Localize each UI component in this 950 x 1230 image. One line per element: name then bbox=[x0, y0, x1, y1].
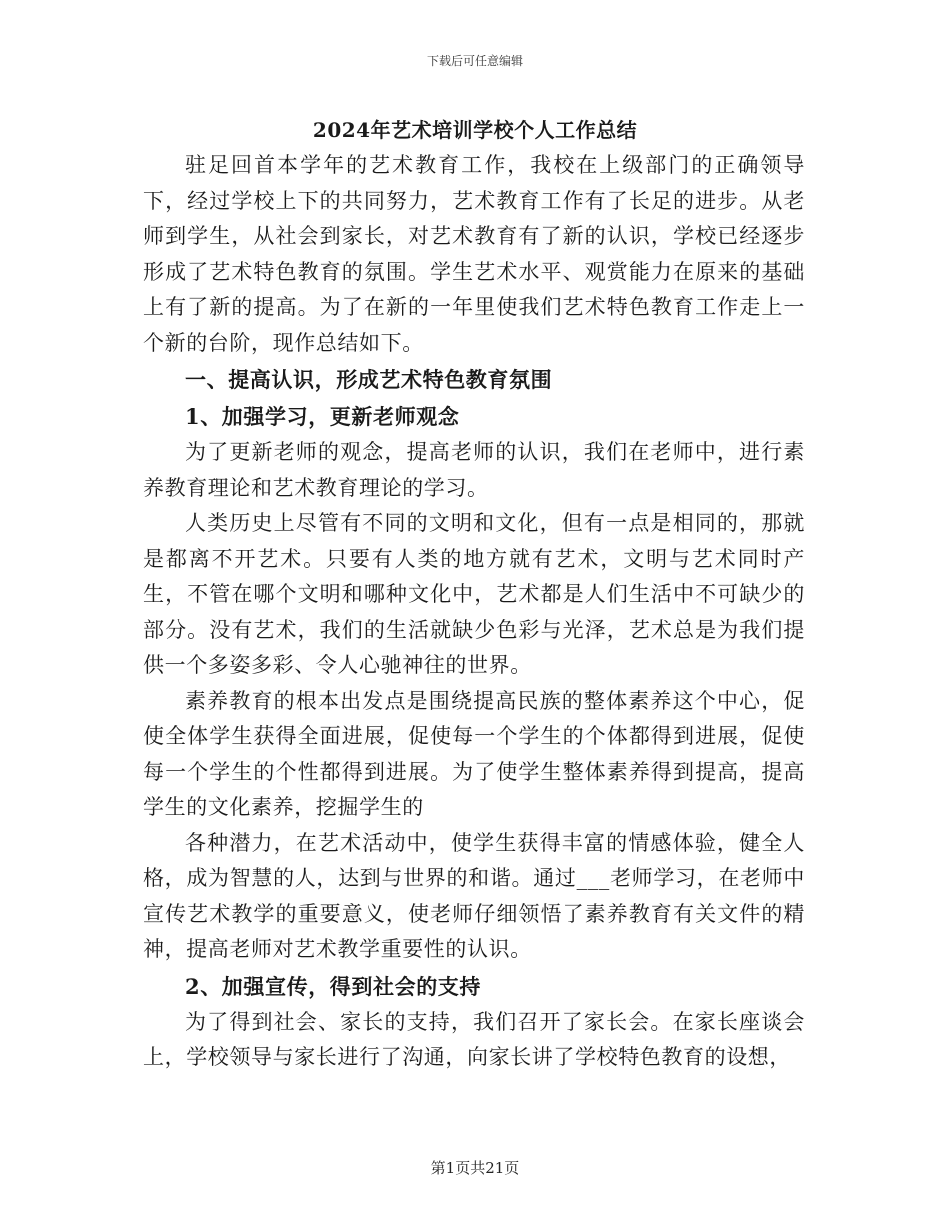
paragraph: 各种潜力，在艺术活动中，使学生获得丰富的情感体验，健全人格，成为智慧的人，达到与世界的和谐。通过___老师学习，在老师中宣传艺术教学的重要意义，使老师仔细领悟了素养教育有关文件的精神，提高老师对艺术教学重要性的认识。 bbox=[143, 830, 805, 961]
subsection-heading-2: 2、加强宣传，得到社会的支持 bbox=[185, 973, 482, 999]
section-heading-1: 一、提高认识，形成艺术特色教育氛围 bbox=[185, 367, 553, 392]
subsection-heading-1: 1、加强学习，更新老师观念 bbox=[185, 404, 460, 429]
page-header: 下载后可任意编辑 bbox=[426, 54, 523, 68]
paragraph-intro: 驻足回首本学年的艺术教育工作，我校在上级部门的正确领导下，经过学校上下的共同努力，艺术教育工作有了长足的进步。从老师到学生，从社会到家长，对艺术教育有了新的认识，学校已经逐步形成了艺术特色教育的氛围。学生艺术水平、观赏能力在原来的基础上有了新的提高。为了在新的一年里使我们艺术特色教育工作走上一个新的台阶，现作总结如下。 bbox=[143, 153, 805, 355]
paragraph: 素养教育的根本出发点是围绕提高民族的整体素养这个中心，促使全体学生获得全面进展，促使每一个学生的个体都得到进展，促使每一个学生的个性都得到进展。为了使学生整体素养得到提高，提高学生的文化素养，挖掘学生的 bbox=[143, 688, 805, 819]
document-body bbox=[143, 148, 805, 1076]
paragraph: 为了更新老师的观念，提高老师的认识，我们在老师中，进行素养教育理论和艺术教育理论的学习。 bbox=[143, 440, 805, 500]
document-title: 2024年艺术培训学校个人工作总结 bbox=[312, 118, 638, 142]
page-footer: 第1页共21页 bbox=[430, 1159, 520, 1177]
paragraph: 为了得到社会、家长的支持，我们召开了家长会。在家长座谈会上，学校领导与家长进行了沟通，向家长讲了学校特色教育的设想， bbox=[143, 1009, 805, 1069]
paragraph: 人类历史上尽管有不同的文明和文化，但有一点是相同的，那就是都离不开艺术。只要有人类的地方就有艺术，文明与艺术同时产生，不管在哪个文明和哪种文化中，艺术都是人们生活中不可缺少的部分。没有艺术，我们的生活就缺少色彩与光泽，艺术总是为我们提供一个多姿多彩、令人心驰神往的世界。 bbox=[143, 511, 805, 677]
